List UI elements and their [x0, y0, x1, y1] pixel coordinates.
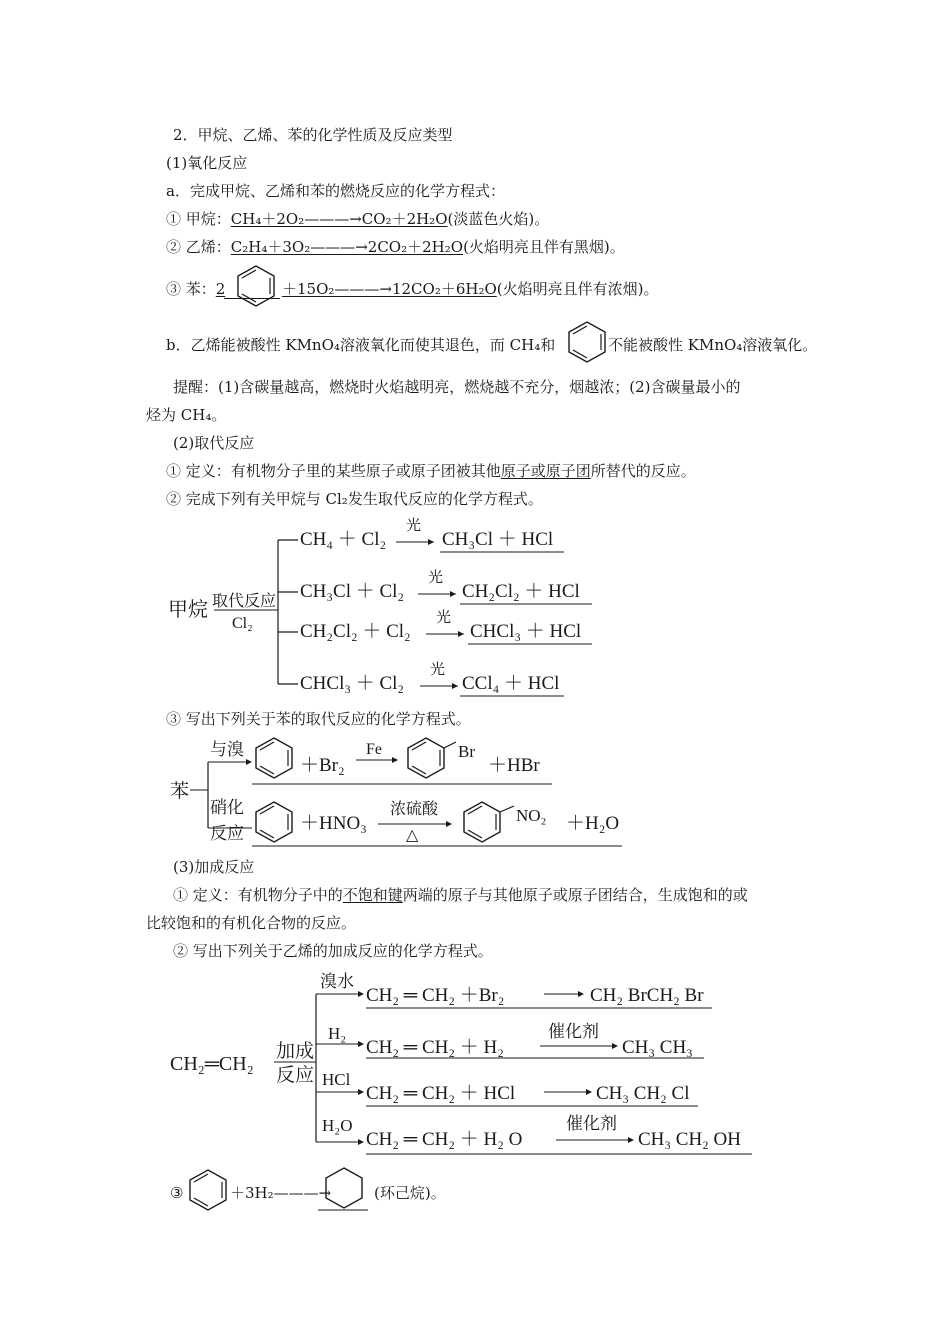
add-def-answer: 不饱和键	[342, 886, 403, 904]
sub-branch-top: 取代反应	[212, 593, 277, 610]
sub-branch-bottom: Cl₂	[232, 615, 253, 632]
br-sub: Br	[458, 742, 475, 761]
add-branch-bottom: 反应	[276, 1065, 315, 1086]
methane-root: 甲烷	[168, 599, 208, 621]
br-tail: ＋HBr	[488, 755, 540, 776]
sub-row-2-right: CH₂Cl₂ ＋ HCl	[462, 581, 580, 602]
add-row-1-left: CH₂ ═ CH₂ ＋Br₂	[366, 985, 505, 1006]
methane-label: ① 甲烷：	[166, 210, 231, 228]
add-row-4-right: CH₃ CH₂ OH	[638, 1129, 741, 1150]
section-heading: 2．甲烷、乙烯、苯的化学性质及反应类型	[173, 126, 453, 144]
benzene-addition-note: (环己烷)。	[374, 1184, 446, 1202]
bromobenzene-ring-icon	[408, 738, 456, 778]
benzene-ring-icon	[256, 802, 292, 842]
benzene-ring-icon	[188, 1168, 228, 1212]
ox-a: a．完成甲烷、乙烯和苯的燃烧反应的化学方程式：	[166, 182, 505, 200]
br-cond: Fe	[366, 741, 382, 758]
ethylene-label: ② 乙烯：	[166, 238, 231, 256]
add-row-3-left: CH₂ ═ CH₂ ＋ HCl	[366, 1083, 516, 1104]
benzene-ring-icon	[256, 738, 292, 778]
sub-row-3-left: CH₂Cl₂ ＋ Cl₂	[300, 621, 411, 642]
add-def-line-3: 比较饱和的有机化合物的反应。	[146, 914, 357, 932]
sub-row-4-right: CCl₄ ＋ HCl	[462, 673, 560, 694]
br-label: 与溴	[210, 740, 244, 759]
nitrobenzene-ring-icon	[464, 802, 514, 842]
tip-line-1: 提醒：(1)含碳量越高，燃烧时火焰越明亮，燃烧越不充分，烟越浓；(2)含碳量最小的	[173, 378, 741, 396]
add-task: ② 写出下列关于乙烯的加成反应的化学方程式。	[173, 942, 493, 960]
ox-b-line-1: b．乙烯能被酸性 KMnO₄溶液氧化而使其退色，而 CH₄和	[166, 336, 556, 354]
tip-line-2: 烃为 CH₄。	[146, 406, 227, 424]
ni-mid: ＋HNO₃	[300, 813, 367, 834]
methane-equation: CH₄＋2O₂———→CO₂＋2H₂O	[230, 210, 448, 228]
ni-cond-bottom: △	[406, 827, 419, 844]
benzene-root: 苯	[170, 781, 190, 802]
ox-title: (1)氧化反应	[166, 154, 248, 172]
add-row-2-cond: 催化剂	[548, 1022, 599, 1041]
add-row-2-right: CH₃ CH₃	[622, 1037, 693, 1058]
sub-row-1-cond: 光	[406, 518, 422, 534]
sub-definition	[166, 460, 696, 482]
benzene-equation: ＋15O₂———→12CO₂＋6H₂O	[282, 280, 497, 298]
sub-row-1-right: CH₃Cl ＋ HCl	[442, 529, 554, 550]
sub-def-end: 所替代的反应。	[590, 462, 696, 480]
ni-tail: ＋H₂O	[566, 813, 620, 834]
benzene-addition-equation: ＋3H₂———→	[230, 1184, 332, 1202]
sub-task: ② 完成下列有关甲烷与 Cl₂发生取代反应的化学方程式。	[166, 490, 543, 508]
sub-row-4-left: CHCl₃ ＋ Cl₂	[300, 673, 405, 694]
reagent-4: H₂O	[322, 1116, 353, 1135]
ethylene-root: CH₂═CH₂	[170, 1053, 254, 1075]
sub-title: (2)取代反应	[173, 434, 255, 452]
add-definition	[173, 884, 748, 906]
sub-row-1-left: CH₄ ＋ Cl₂	[300, 529, 387, 550]
ethylene-note: (火焰明亮且伴有黑烟)。	[463, 238, 625, 256]
benzene-underline	[224, 298, 280, 299]
sub-def-text: ① 定义：有机物分子里的某些原子或原子团被其他	[166, 462, 501, 480]
sub-row-2-cond: 光	[428, 570, 444, 586]
ethylene-combustion	[166, 236, 625, 258]
add-def-text: ① 定义：有机物分子中的	[173, 886, 343, 904]
add-row-4-left: CH₂ ═ CH₂ ＋ H₂ O	[366, 1129, 523, 1150]
benzene-ring-icon	[236, 264, 276, 308]
methane-combustion	[166, 208, 549, 230]
ni-label-2: 反应	[210, 824, 244, 843]
br-mid: ＋Br₂	[300, 755, 345, 776]
add-branch-top: 加成	[276, 1041, 315, 1062]
ox-b-line-2: 不能被酸性 KMnO₄溶液氧化。	[608, 336, 818, 354]
benzene-note: (火焰明亮且伴有浓烟)。	[496, 280, 659, 298]
sub-def-answer: 原子或原子团	[500, 462, 591, 480]
sub-row-2-left: CH₃Cl ＋ Cl₂	[300, 581, 405, 602]
ni-label-1: 硝化	[210, 798, 244, 817]
add-row-3-right: CH₃ CH₂ Cl	[596, 1083, 690, 1104]
add-row-2-left: CH₂ ═ CH₂ ＋ H₂	[366, 1037, 504, 1058]
sub-row-3-right: CHCl₃ ＋ HCl	[470, 621, 582, 642]
benzene-addition-label: ③	[170, 1184, 184, 1202]
reagent-1: 溴水	[320, 972, 354, 991]
benzene-sub-task: ③ 写出下列关于苯的取代反应的化学方程式。	[166, 710, 471, 728]
benzene-combustion-rest	[282, 278, 659, 300]
sub-row-4-cond: 光	[430, 662, 446, 678]
benzene-combustion	[166, 278, 231, 300]
benzene-ring-icon	[567, 320, 607, 364]
add-title: (3)加成反应	[173, 858, 255, 876]
cyclohexane-ring-icon	[318, 1166, 370, 1214]
benzene-label: ③ 苯：	[166, 280, 216, 298]
reagent-2: H₂	[328, 1024, 347, 1043]
ni-sub: NO₂	[516, 806, 547, 825]
add-def-end: 两端的原子与其他原子或原子团结合，生成饱和的或	[402, 886, 748, 904]
ni-cond-top: 浓硫酸	[390, 801, 439, 818]
sub-row-3-cond: 光	[436, 610, 452, 626]
add-row-1-right: CH₂ BrCH₂ Br	[590, 985, 704, 1006]
benzene-coef: 2	[215, 280, 226, 298]
methane-note: (淡蓝色火焰)。	[447, 210, 550, 228]
ethylene-equation: C₂H₄＋3O₂———→2CO₂＋2H₂O	[230, 238, 464, 256]
add-row-4-cond: 催化剂	[566, 1114, 617, 1133]
reagent-3: HCl	[322, 1070, 351, 1089]
